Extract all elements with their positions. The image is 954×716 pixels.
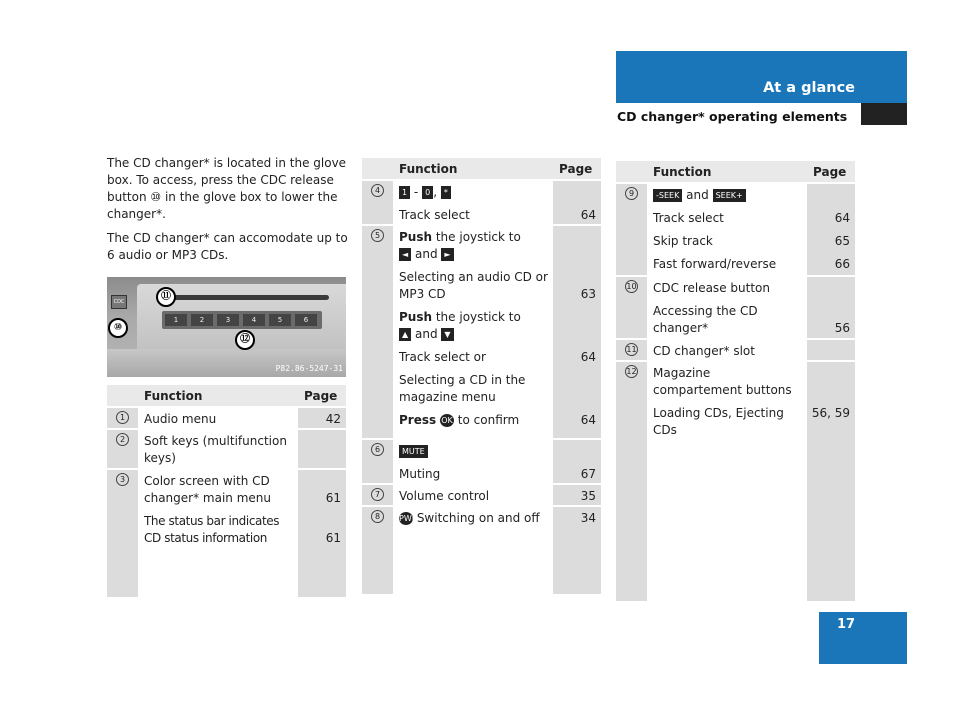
table-row: 9 -SEEK and SEEK+ Track select Skip track Fast forward/reverse 64 65 66 <box>616 183 855 276</box>
item-number: 4 <box>371 184 384 197</box>
item-number: 2 <box>116 433 129 446</box>
magazine-key-2: 2 <box>191 314 213 326</box>
intro-text <box>107 155 352 271</box>
callout-11: ⑪ <box>156 287 176 307</box>
subtitle-block <box>861 103 907 125</box>
item-number: 5 <box>371 229 384 242</box>
item-number: 10 <box>626 281 637 291</box>
table-row: 3 Color screen with CD changer* main menu The status bar indicates CD status information 61 61 <box>107 469 346 597</box>
header-function: Function <box>647 161 807 183</box>
arrow-up-icon: ▲ <box>399 328 411 341</box>
callout-12: ⑫ <box>235 330 255 350</box>
section-subtitle-bar <box>616 103 907 125</box>
function-table-left <box>107 385 346 597</box>
ok-button-icon: OK <box>441 416 453 426</box>
seek-minus-icon: -SEEK <box>653 189 682 202</box>
cd-slot <box>159 295 329 300</box>
table-row: 8 PWR Switching on and off 34 <box>362 506 601 594</box>
table-row: 7 Volume control 35 <box>362 484 601 506</box>
arrow-left-icon: ◄ <box>399 248 411 261</box>
table-row: 12 Magazine compartement buttons Loading CDs, Ejecting CDs 56, 59 <box>616 361 855 601</box>
intro-paragraph-2: The CD changer* can accomodate up to 6 audio or MP3 CDs. <box>107 231 348 262</box>
page-number-box <box>819 612 907 664</box>
header-function: Function <box>138 385 298 407</box>
table-row: 2 Soft keys (multifunction keys) <box>107 429 346 469</box>
item-number: 11 <box>626 345 637 354</box>
arrow-down-icon: ▼ <box>441 328 453 341</box>
intro-paragraph-1: The CD changer* is located in the glove box. To access, press the CDC release button ⑩ in the glove box to lower the changer*. <box>107 156 347 221</box>
callout-10: ⑩ <box>108 318 128 338</box>
mute-icon: MUTE <box>399 445 428 458</box>
seek-plus-icon: SEEK+ <box>713 189 746 202</box>
item-number: 7 <box>371 488 384 501</box>
arrow-right-icon: ► <box>441 248 453 261</box>
section-subtitle: CD changer* operating elements <box>617 109 848 124</box>
magazine-key-1: 1 <box>165 314 187 326</box>
item-number: 6 <box>371 443 384 456</box>
key-1-icon: 1 <box>399 186 410 199</box>
item-number: 3 <box>116 473 129 486</box>
item-number: 1 <box>116 411 129 424</box>
key-star-icon: * <box>441 186 451 199</box>
magazine-key-4: 4 <box>243 314 265 326</box>
header-function: Function <box>393 158 553 180</box>
header-page: Page <box>553 158 601 180</box>
table-row: 11 CD changer* slot <box>616 339 855 361</box>
table-row: 5 Push the joystick to ◄ and ► Selecting an audio CD or MP3 CD Push the joystick to ▲ and ▼ Track select or Selecting a CD in the magazine menu Press OK to confirm 63 64 64 <box>362 225 601 438</box>
table-row: 6 MUTE Muting 67 <box>362 439 601 484</box>
magazine-key-6: 6 <box>295 314 317 326</box>
magazine-key-5: 5 <box>269 314 291 326</box>
table-header-row <box>362 158 601 180</box>
table-row: 4 1 - 0 , * Track select 64 <box>362 180 601 225</box>
item-number: 8 <box>371 510 384 523</box>
page-number: 17 <box>837 617 856 632</box>
cdc-release-button-image: CDC <box>111 295 127 309</box>
power-icon: PWR <box>399 514 418 523</box>
cd-changer-image <box>107 277 346 377</box>
function-table-right <box>616 161 855 601</box>
item-number: 9 <box>625 187 638 200</box>
header-page: Page <box>807 161 855 183</box>
table-header-row <box>107 385 346 407</box>
magazine-key-3: 3 <box>217 314 239 326</box>
table-row: 1 Audio menu 42 <box>107 407 346 429</box>
section-title: At a glance <box>763 80 855 96</box>
image-code: P82.86-5247-31 <box>275 364 343 373</box>
section-header <box>616 51 907 103</box>
item-number: 12 <box>626 367 637 376</box>
table-header-row <box>616 161 855 183</box>
function-table-middle <box>362 158 601 594</box>
table-row: 10 CDC release button Accessing the CD changer* 56 <box>616 276 855 339</box>
key-0-icon: 0 <box>422 186 433 199</box>
header-page: Page <box>298 385 346 407</box>
